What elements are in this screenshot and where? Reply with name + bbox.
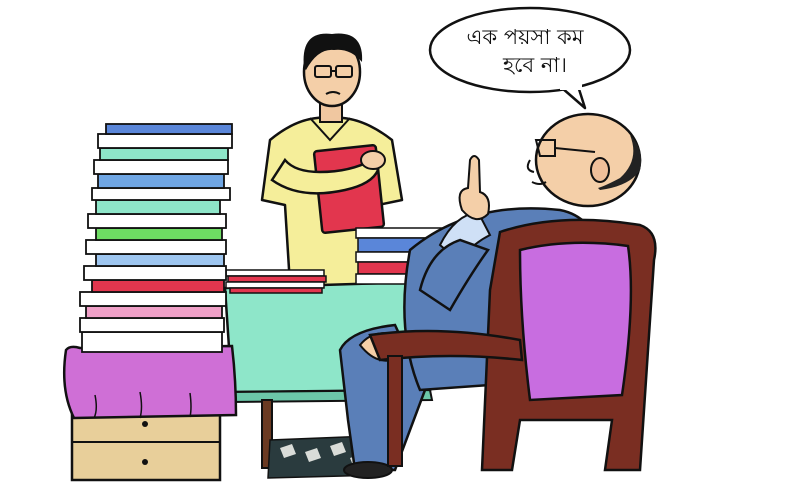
cabinet <box>64 346 236 480</box>
speech-line-2: হবে না। <box>503 53 567 77</box>
tall-file-stack <box>80 124 232 352</box>
speech-line-1: এক পয়সা কম <box>466 25 584 49</box>
speech-bubble <box>430 8 630 108</box>
